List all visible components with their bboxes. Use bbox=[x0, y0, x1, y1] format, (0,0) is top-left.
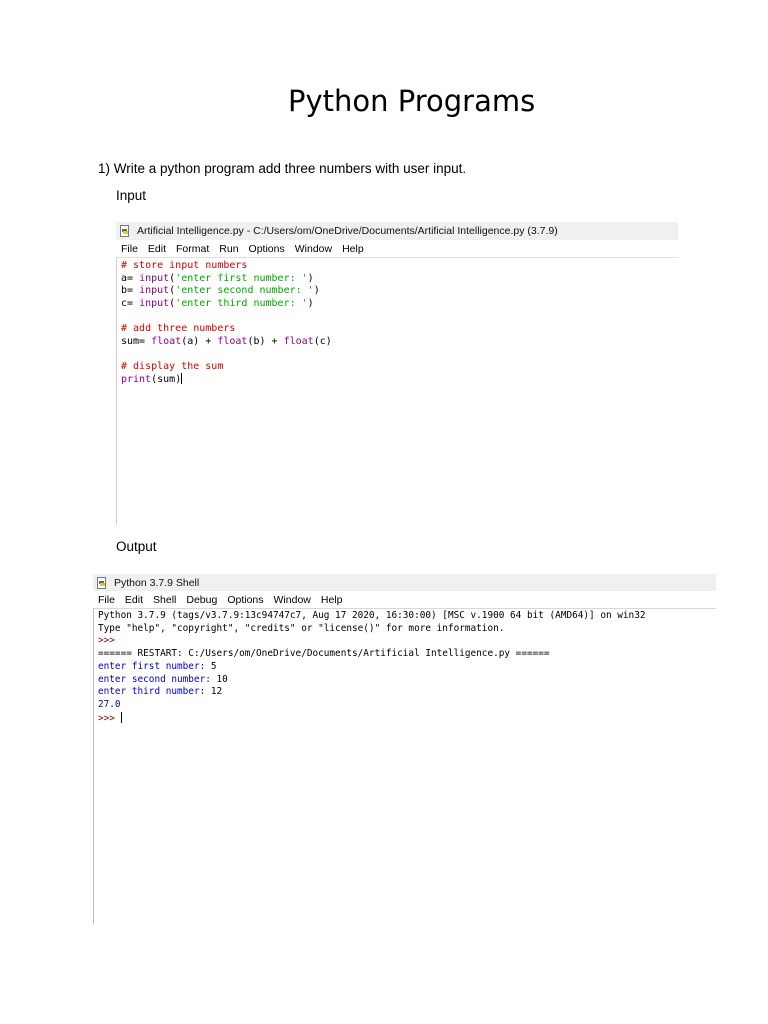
shell-result: 27.0 bbox=[98, 698, 121, 710]
shell-stdout: enter third number: bbox=[98, 686, 211, 698]
output-label: Output bbox=[116, 539, 157, 554]
menu-window[interactable]: Window bbox=[294, 242, 333, 255]
menu-run[interactable]: Run bbox=[219, 242, 239, 255]
menu-file[interactable]: File bbox=[98, 593, 115, 606]
shell-banner: Type "help", "copyright", "credits" or "license()" for more information. bbox=[98, 622, 505, 634]
shell-output bbox=[94, 608, 716, 725]
shell-stdout: enter first number: bbox=[98, 660, 211, 672]
shell-prompt: >>> bbox=[98, 635, 121, 647]
python-file-icon bbox=[119, 225, 131, 237]
code-block bbox=[117, 258, 678, 387]
code-builtin: float bbox=[283, 335, 314, 347]
idle-shell-window bbox=[93, 574, 716, 924]
menu-options[interactable]: Options bbox=[227, 593, 264, 606]
code-builtin: print bbox=[121, 374, 152, 386]
menu-debug[interactable]: Debug bbox=[186, 593, 218, 606]
shell-stdout: enter second number: bbox=[98, 673, 217, 685]
shell-banner: Python 3.7.9 (tags/v3.7.9:13c94747c7, Aug 17 2020, 16:30:00) [MSC v.1900 64 bit (AMD64)] on win32 bbox=[98, 610, 646, 621]
menu-help[interactable]: Help bbox=[342, 242, 364, 255]
code-text: ( bbox=[169, 297, 176, 309]
code-text: ) bbox=[307, 272, 314, 284]
editor-titlebar bbox=[116, 222, 678, 240]
code-builtin: input bbox=[139, 272, 170, 284]
code-string: 'enter third number: ' bbox=[175, 297, 308, 309]
shell-menubar bbox=[93, 591, 716, 609]
code-text: ) bbox=[307, 297, 314, 309]
menu-window[interactable]: Window bbox=[273, 593, 311, 606]
shell-user-input: 10 bbox=[216, 673, 228, 685]
editor-text-area[interactable] bbox=[116, 258, 678, 525]
code-text: ) bbox=[313, 285, 320, 297]
idle-editor-window bbox=[116, 222, 678, 525]
menu-edit[interactable]: Edit bbox=[124, 593, 144, 606]
code-text: + bbox=[265, 335, 284, 347]
python-shell-icon bbox=[96, 577, 108, 589]
code-string: 'enter second number: ' bbox=[175, 285, 314, 297]
shell-text-area[interactable] bbox=[93, 608, 716, 924]
code-text: (sum) bbox=[151, 374, 182, 386]
code-text: (c) bbox=[313, 335, 332, 347]
code-string: 'enter first number: ' bbox=[175, 272, 308, 284]
menu-edit[interactable]: Edit bbox=[147, 242, 167, 255]
code-text: sum= bbox=[121, 335, 152, 347]
shell-user-input: 5 bbox=[210, 660, 217, 672]
code-text: + bbox=[199, 335, 218, 347]
code-comment: # store input numbers bbox=[121, 260, 248, 271]
shell-title: Python 3.7.9 Shell bbox=[114, 576, 200, 589]
code-text: ( bbox=[169, 285, 176, 297]
code-builtin: float bbox=[151, 335, 182, 347]
code-text: a= bbox=[121, 272, 140, 284]
menu-format[interactable]: Format bbox=[176, 242, 210, 255]
code-text: ( bbox=[169, 272, 176, 284]
text-cursor bbox=[121, 712, 122, 723]
input-label: Input bbox=[116, 188, 147, 203]
menu-shell[interactable]: Shell bbox=[153, 593, 177, 606]
text-cursor bbox=[181, 373, 182, 384]
code-builtin: input bbox=[139, 297, 170, 309]
shell-restart-line: ====== RESTART: C:/Users/om/OneDrive/Documents/Artificial Intelligence.py ====== bbox=[98, 648, 550, 660]
menu-options[interactable]: Options bbox=[248, 242, 285, 255]
question-text: 1) Write a python program add three numbers with user input. bbox=[98, 161, 467, 176]
menu-file[interactable]: File bbox=[121, 242, 138, 255]
menu-help[interactable]: Help bbox=[320, 593, 343, 606]
shell-titlebar bbox=[93, 574, 716, 591]
code-builtin: float bbox=[217, 335, 248, 347]
code-builtin: input bbox=[139, 285, 170, 297]
editor-title: Artificial Intelligence.py - C:/Users/om/OneDrive/Documents/Artificial Intelligence.py (3.7.9) bbox=[137, 225, 558, 237]
code-text: (a) bbox=[181, 335, 200, 347]
shell-user-input: 12 bbox=[210, 686, 223, 698]
code-text: c= bbox=[121, 297, 140, 309]
code-text: (b) bbox=[247, 335, 266, 347]
code-comment: # add three numbers bbox=[121, 322, 236, 334]
code-text: b= bbox=[121, 285, 140, 297]
code-comment: # display the sum bbox=[121, 360, 224, 372]
editor-menubar bbox=[116, 240, 678, 258]
shell-prompt: >>> bbox=[98, 712, 121, 724]
document-title: Python Programs bbox=[288, 84, 536, 118]
